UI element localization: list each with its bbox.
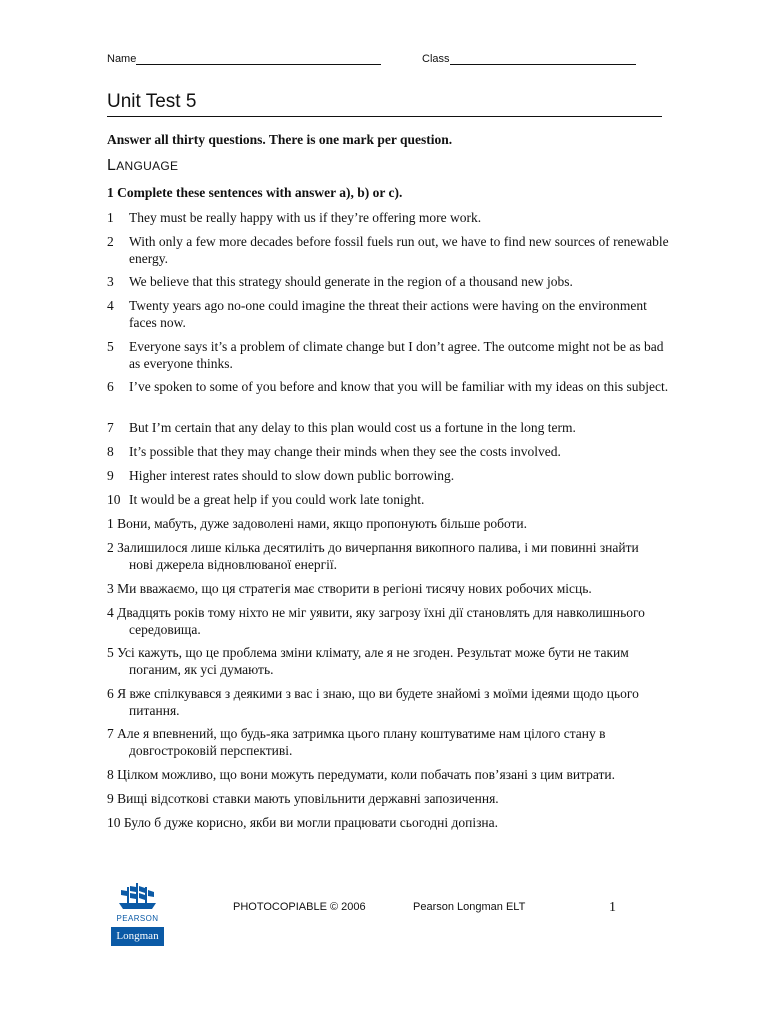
ukrainian-line-2: середовища. [129,621,201,637]
copyright-notice: PHOTOCOPIABLE © 2006 [233,901,366,913]
ukrainian-item [107,767,667,784]
section-heading-rest: ANGUAGE [116,159,179,173]
item-number: 3 [107,274,114,289]
ship-icon [111,882,164,910]
item-number: 4 [107,298,114,313]
item-number: 5 [107,339,114,354]
item-text: With only a few more decades before fossil fuels run out, we have to find new sources of renewable energy. [129,234,669,266]
item-text: It’s possible that they may change their minds when they see the costs involved. [129,444,561,459]
pearson-longman-logo [111,882,164,942]
section-heading-initial: L [107,157,117,174]
ukrainian-item [107,726,667,759]
ukrainian-line-1: 4 Двадцять років тому ніхто не міг уявити, яку загрозу їхні дії становлять для навколишнього [107,605,645,620]
ukrainian-item [107,605,667,638]
name-blank-line [136,52,381,65]
name-field [107,52,381,65]
ukrainian-item [107,791,667,808]
logo-wordmark-top: PEARSON [111,912,164,926]
item-number: 1 [107,210,114,225]
item-text: It would be a great help if you could work late tonight. [129,492,425,507]
item-number: 9 [107,468,114,483]
item-text: Everyone says it’s a problem of climate change but I don’t agree. The outcome might not be as bad as everyone thinks. [129,339,664,371]
item-text: Twenty years ago no-one could imagine the threat their actions were having on the environment faces now. [129,298,647,330]
item-number: 8 [107,444,114,459]
ukrainian-line-1: 6 Я вже спілкувався з деякими з вас і знаю, що ви будете знайомі з моїми ідеями щодо цього [107,686,639,701]
item-text: I’ve spoken to some of you before and know that you will be familiar with my ideas on this subject. [129,379,669,394]
class-label: Class [422,53,450,65]
ukrainian-line-1: 3 Ми вважаємо, що ця стратегія має створити в регіоні тисячу нових робочих місць. [107,581,592,596]
footer [0,878,768,948]
ukrainian-line-1: 8 Цілком можливо, що вони можуть передумати, коли побачать пов’язані з цим витрати. [107,767,616,782]
section-heading [107,157,178,175]
item-number: 10 [107,492,121,507]
page-title: Unit Test 5 [107,90,662,117]
item-text: Higher interest rates should to slow down public borrowing. [129,468,455,483]
item-number: 6 [107,379,114,394]
class-blank-line [450,52,636,65]
task-heading: 1 Complete these sentences with answer a), b) or c). [107,185,403,200]
ukrainian-item [107,645,667,678]
instructions: Answer all thirty questions. There is one mark per question. [107,132,453,147]
ukrainian-line-1: 7 Але я впевнений, що будь-яка затримка цього плану коштуватиме нам цілого стану в [107,726,606,741]
ukrainian-line-2: нові джерела відновлюваної енергії. [129,556,337,572]
item-number: 2 [107,234,114,249]
ukrainian-item [107,815,667,832]
ukrainian-line-1: 10 Було б дуже корисно, якби ви могли працювати сьогодні допізна. [107,815,498,830]
page-number: 1 [609,900,616,915]
name-label: Name [107,53,137,65]
ukrainian-line-1: 1 Вони, мабуть, дуже задоволені нами, якщо пропонують більше роботи. [107,516,528,531]
ukrainian-line-1: 9 Вищі відсоткові ставки мають уповільнити державні запозичення. [107,791,499,806]
ukrainian-line-1: 2 Залишилося лише кілька десятиліть до вичерпання викопного палива, і ми повинні знайти [107,540,639,555]
publisher-name: Pearson Longman ELT [413,901,526,913]
ukrainian-item [107,540,667,573]
ukrainian-item [107,516,667,533]
ukrainian-line-2: поганим, як усі думають. [129,661,274,677]
ukrainian-item [107,686,667,719]
ukrainian-line-1: 5 Усі кажуть, що це проблема зміни клімату, але я не згоден. Результат може бути не таким [107,645,629,660]
item-text: But I’m certain that any delay to this plan would cost us a fortune in the long term. [129,420,576,435]
ukrainian-item [107,581,667,598]
item-number: 7 [107,420,114,435]
item-text: We believe that this strategy should generate in the region of a thousand new jobs. [129,274,573,289]
class-field [422,52,636,65]
logo-wordmark-bottom: Longman [111,927,164,946]
ukrainian-line-2: довгостроковій перспективі. [129,742,293,758]
ukrainian-line-2: питання. [129,702,180,718]
item-text: They must be really happy with us if they’re offering more work. [129,210,482,225]
